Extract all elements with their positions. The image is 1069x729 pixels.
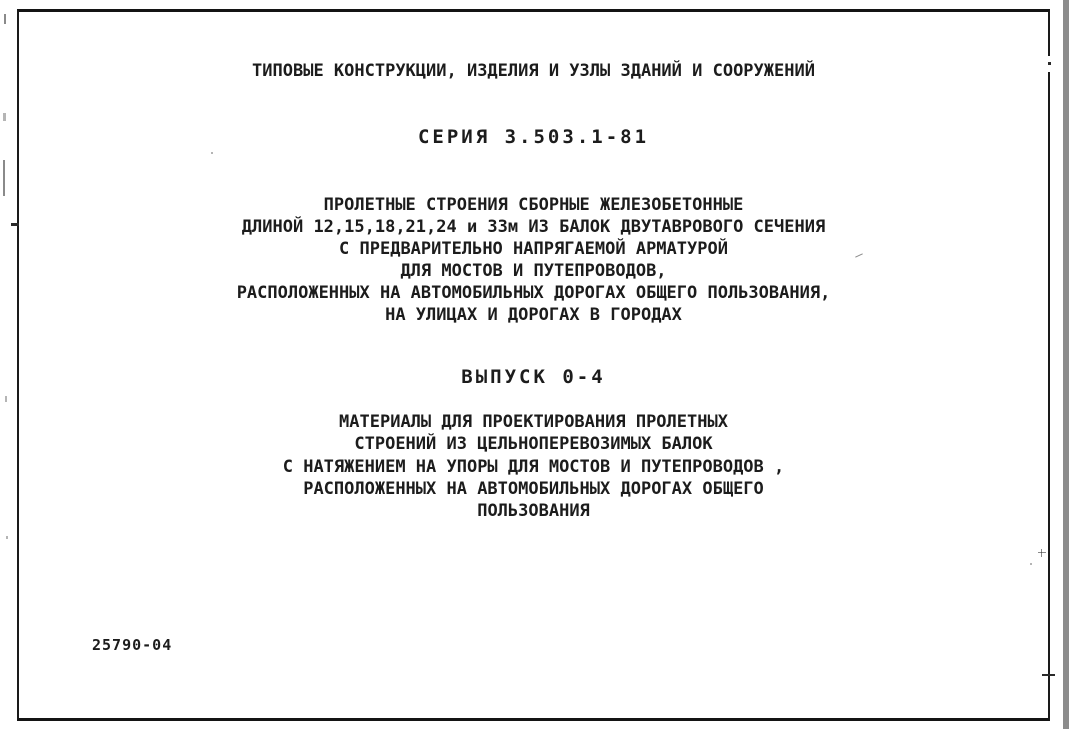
scan-artifact bbox=[3, 113, 6, 121]
plus-mark-icon bbox=[1041, 549, 1042, 557]
subtitle-line: СТРОЕНИЙ ИЗ ЦЕЛЬНОПЕРЕВОЗИМЫХ БАЛОК bbox=[354, 434, 713, 454]
title-line: ДЛИНОЙ 12,15,18,21,24 и 33м ИЗ БАЛОК ДВУТАВРОВОГО СЕЧЕНИЯ bbox=[241, 217, 826, 237]
issue-heading: ВЫПУСК 0-4 bbox=[461, 366, 606, 388]
scan-artifact bbox=[5, 396, 7, 402]
scan-artifact bbox=[1030, 563, 1032, 565]
scan-artifact bbox=[211, 152, 213, 154]
scan-artifact bbox=[4, 14, 6, 24]
series-header-line: ТИПОВЫЕ КОНСТРУКЦИИ, ИЗДЕЛИЯ И УЗЛЫ ЗДАНИЙ И СООРУЖЕНИЙ bbox=[252, 61, 815, 81]
scan-artifact bbox=[6, 536, 8, 539]
scan-artifact bbox=[11, 223, 19, 226]
page-border-frame bbox=[17, 9, 1050, 721]
document-number: 25790-04 bbox=[92, 636, 173, 654]
title-line: НА УЛИЦАХ И ДОРОГАХ В ГОРОДАХ bbox=[385, 305, 682, 325]
subtitle-line: РАСПОЛОЖЕННЫХ НА АВТОМОБИЛЬНЫХ ДОРОГАХ ОБЩЕГО bbox=[303, 479, 764, 499]
subtitle-line: МАТЕРИАЛЫ ДЛЯ ПРОЕКТИРОВАНИЯ ПРОЛЕТНЫХ bbox=[339, 412, 728, 432]
series-number-title: СЕРИЯ 3.503.1-81 bbox=[417, 126, 650, 148]
plus-mark-icon bbox=[1038, 552, 1046, 553]
scan-artifact bbox=[1048, 62, 1051, 65]
scan-edge-shadow bbox=[1063, 0, 1069, 729]
title-line: ДЛЯ МОСТОВ И ПУТЕПРОВОДОВ, bbox=[400, 261, 667, 281]
title-line: ПРОЛЕТНЫЕ СТРОЕНИЯ СБОРНЫЕ ЖЕЛЕЗОБЕТОННЫЕ bbox=[323, 195, 744, 215]
title-line: С ПРЕДВАРИТЕЛЬНО НАПРЯГАЕМОЙ АРМАТУРОЙ bbox=[339, 239, 728, 259]
title-line: РАСПОЛОЖЕННЫХ НА АВТОМОБИЛЬНЫХ ДОРОГАХ ОБЩЕГО ПОЛЬЗОВАНИЯ, bbox=[236, 283, 831, 303]
scan-artifact bbox=[3, 160, 5, 196]
subtitle-line: С НАТЯЖЕНИЕМ НА УПОРЫ ДЛЯ МОСТОВ И ПУТЕПРОВОДОВ , bbox=[282, 457, 785, 477]
scan-artifact bbox=[1042, 674, 1055, 676]
subtitle-line: ПОЛЬЗОВАНИЯ bbox=[477, 501, 590, 521]
